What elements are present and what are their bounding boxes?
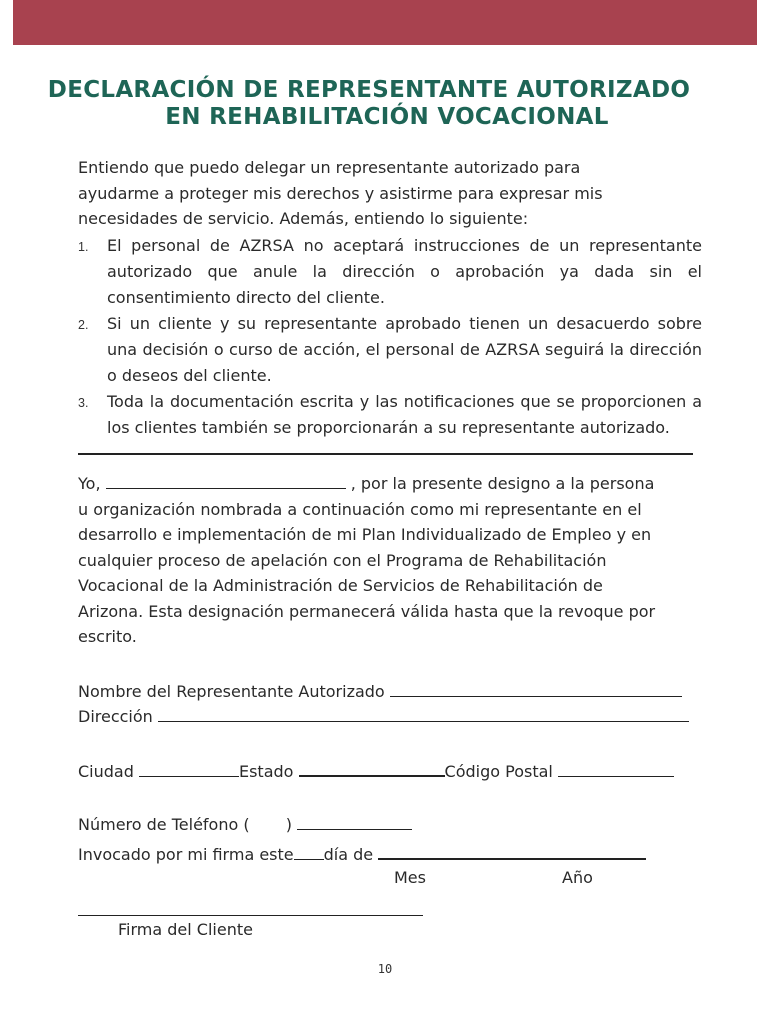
phone-paren-close: ) <box>285 815 293 834</box>
city-label: Ciudad <box>78 762 134 781</box>
intro-line: Entiendo que puedo delegar un representante autorizado para <box>78 158 581 177</box>
address-label: Dirección <box>78 707 153 726</box>
designation-prefix: Yo, <box>78 474 101 493</box>
designation-line: cualquier proceso de apelación con el Programa de Rehabilitación <box>78 550 607 570</box>
list-item <box>78 233 702 311</box>
city-field[interactable] <box>139 760 239 777</box>
list-item <box>78 389 702 441</box>
list-text: El personal de AZRSA no aceptará instrucciones de un representante autorizado que anule la dirección o aprobación ya dada sin el consentimiento directo del cliente. <box>107 236 702 307</box>
designation-paragraph <box>78 471 655 650</box>
zip-field[interactable] <box>558 760 674 777</box>
client-name-blank[interactable] <box>106 472 346 489</box>
zip-label: Código Postal <box>444 762 553 781</box>
address-field[interactable] <box>158 705 689 722</box>
header-banner <box>13 0 757 45</box>
list-text: Si un cliente y su representante aprobado tienen un desacuerdo sobre una decisión o curso de acción, el personal de AZRSA seguirá la dirección o deseos del cliente. <box>107 314 702 385</box>
rep-name-field[interactable] <box>390 680 682 697</box>
city-state-zip-row <box>78 759 674 781</box>
designation-suffix: , por la presente designo a la persona <box>350 474 655 493</box>
designation-line: Vocacional de la Administración de Servicios de Rehabilitación de <box>78 576 603 595</box>
phone-row <box>78 813 412 834</box>
designation-line: Arizona. Esta designación permanecerá válida hasta que la revoque por <box>78 601 656 621</box>
rep-name-row <box>78 680 682 701</box>
list-text: Toda la documentación escrita y las notificaciones que se proporcionen a los clientes también se proporcionarán a su representante autorizado. <box>107 392 702 437</box>
intro-paragraph <box>78 155 603 232</box>
month-caption: Mes <box>394 868 426 887</box>
conditions-list <box>78 233 702 441</box>
rep-name-label: Nombre del Representante Autorizado <box>78 682 385 701</box>
year-caption: Año <box>562 868 593 887</box>
day-field[interactable] <box>294 843 324 860</box>
day-of-label: día de <box>323 845 374 864</box>
list-number: 1. <box>78 240 89 254</box>
signature-caption: Firma del Cliente <box>118 920 253 939</box>
invoked-row <box>78 842 646 864</box>
intro-line: necesidades de servicio. Además, entiendo lo siguiente: <box>78 209 529 228</box>
designation-line: desarrollo e implementación de mi Plan Individualizado de Empleo y en <box>78 525 652 544</box>
phone-field[interactable] <box>297 813 412 830</box>
month-year-field[interactable] <box>378 842 646 860</box>
phone-label: Número de Teléfono ( <box>78 815 250 834</box>
page-title <box>0 77 770 131</box>
list-number: 2. <box>78 318 89 332</box>
signature-line[interactable] <box>78 915 423 916</box>
state-field[interactable] <box>299 759 445 777</box>
address-row <box>78 705 689 726</box>
designation-line: u organización nombrada a continuación como mi representante en el <box>78 499 642 519</box>
title-line-1: DECLARACIÓN DE REPRESENTANTE AUTORIZADO <box>47 77 691 103</box>
list-number: 3. <box>78 396 89 410</box>
state-label: Estado <box>238 762 294 781</box>
invoked-label: Invocado por mi firma este <box>78 845 294 864</box>
page-number: 10 <box>377 962 393 976</box>
list-item <box>78 311 702 389</box>
intro-line: ayudarme a proteger mis derechos y asistirme para expresar mis <box>78 183 603 203</box>
section-divider <box>78 453 693 455</box>
title-line-2: EN REHABILITACIÓN VOCACIONAL <box>165 104 609 130</box>
designation-line: escrito. <box>78 627 137 646</box>
designation-first-line <box>78 471 655 497</box>
